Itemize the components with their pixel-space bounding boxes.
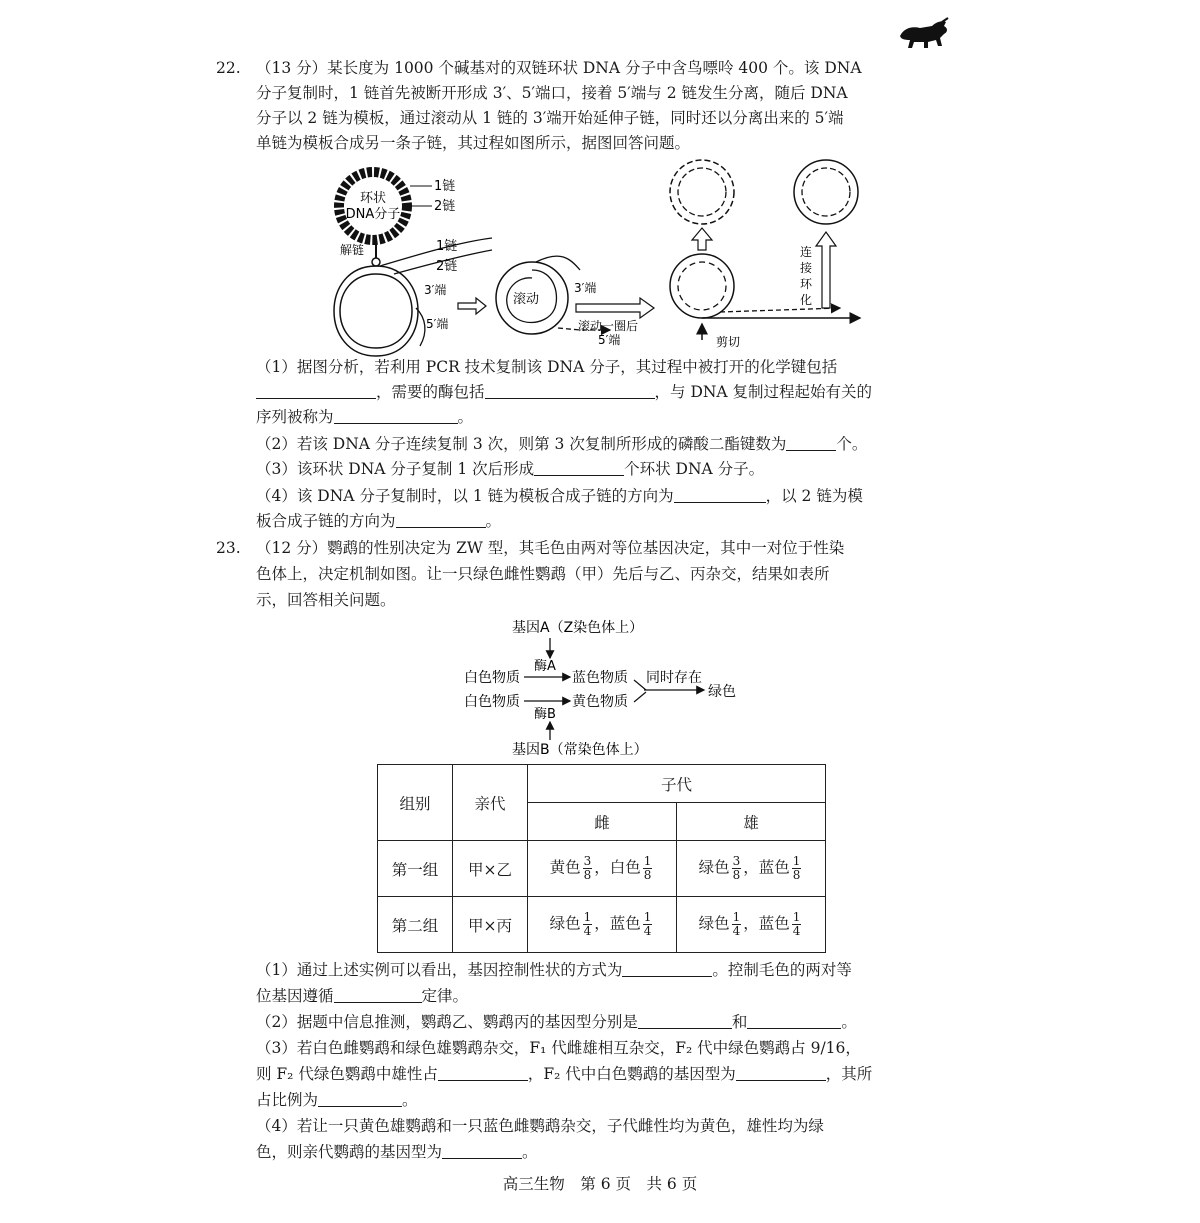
q23-sub1-line-1: （1）通过上述实例可以看出，基因控制性状的方式为 。控制毛色的两对等 bbox=[256, 961, 852, 979]
answer-blank[interactable] bbox=[256, 384, 376, 399]
q22-line-1: 22. （13 分）某长度为 1000 个碱基对的双链环状 DNA 分子中含鸟嘌呤 400 个。该 DNA bbox=[216, 56, 862, 82]
svg-text:基因B（常染色体上）: 基因B（常染色体上） bbox=[512, 742, 648, 758]
q23-sub3-line-1: （3）若白色雌鹦鹉和绿色雄鹦鹉杂交，F₁ 代雌雄相互杂交，F₂ 代中绿色鹦鹉占 9/16， bbox=[256, 1039, 861, 1057]
answer-blank[interactable] bbox=[334, 409, 458, 424]
svg-text:5′端: 5′端 bbox=[426, 317, 449, 331]
male-offspring-cell: 绿色 $\frac{3}{8}$ ，蓝色 $\frac{1}{8}$ bbox=[677, 841, 826, 897]
q23-number: 23. bbox=[216, 539, 241, 557]
answer-blank[interactable] bbox=[534, 461, 624, 476]
svg-text:基因A（Z染色体上）: 基因A（Z染色体上） bbox=[512, 620, 644, 636]
answer-blank[interactable] bbox=[622, 962, 712, 977]
answer-blank[interactable] bbox=[318, 1092, 402, 1107]
color-pathway-diagram bbox=[460, 612, 760, 762]
answer-blank[interactable] bbox=[786, 436, 836, 451]
svg-text:解链: 解链 bbox=[340, 243, 365, 257]
svg-text:环状: 环状 bbox=[359, 191, 387, 206]
table-header-group: 组别 bbox=[378, 765, 453, 841]
q23-sub1-line-2: 位基因遵循 定律。 bbox=[256, 987, 469, 1005]
q22-line-4: 单链为模板合成另一条子链，其过程如图所示，据图回答问题。 bbox=[256, 134, 691, 152]
answer-blank[interactable] bbox=[736, 1066, 826, 1081]
q22-sub4-line-1: （4）该 DNA 分子复制时，以 1 链为模板合成子链的方向为 ，以 2 链为模 bbox=[256, 487, 863, 505]
page-footer: 高三生物 第 6 页 共 6 页 bbox=[502, 1175, 698, 1193]
cut-circle bbox=[670, 254, 860, 349]
q22-sub4-line-2: 板合成子链的方向为 。 bbox=[256, 512, 502, 530]
svg-text:同时存在: 同时存在 bbox=[646, 670, 702, 686]
q23-line-3: 示，回答相关问题。 bbox=[256, 591, 396, 609]
svg-text:DNA分子: DNA分子 bbox=[345, 207, 401, 222]
q23-sub3-line-3: 占比例为 。 bbox=[256, 1091, 418, 1109]
female-offspring-cell: 绿色 $\frac{1}{4}$ ，蓝色 $\frac{1}{4}$ bbox=[528, 897, 677, 953]
svg-text:5′端: 5′端 bbox=[598, 333, 621, 347]
svg-text:环: 环 bbox=[800, 277, 813, 291]
bull-logo-icon bbox=[898, 16, 950, 50]
svg-text:蓝色物质: 蓝色物质 bbox=[572, 670, 628, 686]
circular-dna-molecule bbox=[339, 172, 407, 240]
q22-sub3: （3）该环状 DNA 分子复制 1 次后形成 个环状 DNA 分子。 bbox=[256, 460, 765, 478]
q22-line-2: 分子复制时，1 链首先被断开形成 3′、5′端口，接着 5′端与 2 链发生分离，随后 DNA bbox=[256, 84, 848, 102]
table-header-female: 雌 bbox=[528, 803, 677, 841]
table-row: 第一组 甲×乙 黄色 $\frac{3}{8}$ ，白色 $\frac{1}{8}$ 绿色 $\frac{3}{8}$ ，蓝色 $\frac{1}{8}$ bbox=[378, 841, 826, 897]
q22-sub1-line-2: ，需要的酶包括 ，与 DNA 复制过程起始有关的 bbox=[256, 380, 872, 406]
svg-text:白色物质: 白色物质 bbox=[464, 670, 520, 686]
svg-text:连: 连 bbox=[800, 245, 813, 259]
cross-results-table bbox=[377, 764, 826, 953]
q23-sub2: （2）据题中信息推测，鹦鹉乙、鹦鹉丙的基因型分别是 和 。 bbox=[256, 1013, 857, 1031]
table-row: 第二组 甲×丙 绿色 $\frac{1}{4}$ ，蓝色 $\frac{1}{4}$ 绿色 $\frac{1}{4}$ ，蓝色 $\frac{1}{4}$ bbox=[378, 897, 826, 953]
answer-blank[interactable] bbox=[674, 488, 766, 503]
svg-text:滚动一圈后: 滚动一圈后 bbox=[578, 319, 639, 333]
q23-line-2: 色体上，决定机制如图。让一只绿色雌性鹦鹉（甲）先后与乙、丙杂交，结果如表所 bbox=[256, 565, 830, 583]
answer-blank[interactable] bbox=[747, 1014, 841, 1029]
svg-text:黄色物质: 黄色物质 bbox=[572, 694, 628, 710]
svg-text:酶A: 酶A bbox=[534, 659, 556, 674]
q23-line-1: 23. （12 分）鹦鹉的性别决定为 ZW 型，其毛色由两对等位基因决定，其中一对位于性染 bbox=[216, 536, 844, 562]
answer-blank[interactable] bbox=[438, 1066, 528, 1081]
q22-number: 22. bbox=[216, 59, 241, 77]
q22-sub2: （2）若该 DNA 分子连续复制 3 次，则第 3 次复制所形成的磷酸二酯键数为 个。 bbox=[256, 435, 868, 453]
q22-line-3: 分子以 2 链为模板，通过滚动从 1 链的 3′端开始延伸子链，同时还以分离出来的 5′端 bbox=[256, 109, 844, 127]
q23-sub4-line-1: （4）若让一只黄色雄鹦鹉和一只蓝色雌鹦鹉杂交，子代雌性均为黄色，雄性均为绿 bbox=[256, 1117, 824, 1135]
table-header-male: 雄 bbox=[677, 803, 826, 841]
dna-rolling-circle-figure bbox=[320, 158, 880, 358]
q22-sub1-line-1: （1）据图分析，若利用 PCR 技术复制该 DNA 分子，其过程中被打开的化学键包括 bbox=[256, 358, 838, 376]
answer-blank[interactable] bbox=[442, 1144, 522, 1159]
q22-sub1-line-3: 序列被称为 。 bbox=[256, 408, 474, 426]
svg-text:酶B: 酶B bbox=[534, 707, 556, 722]
svg-text:白色物质: 白色物质 bbox=[464, 694, 520, 710]
table-header-parents: 亲代 bbox=[453, 765, 528, 841]
female-offspring-cell: 黄色 $\frac{3}{8}$ ，白色 $\frac{1}{8}$ bbox=[528, 841, 677, 897]
svg-text:2链: 2链 bbox=[436, 259, 458, 274]
q23-sub4-line-2: 色，则亲代鹦鹉的基因型为 。 bbox=[256, 1143, 538, 1161]
answer-blank[interactable] bbox=[485, 384, 655, 399]
answer-blank[interactable] bbox=[638, 1014, 732, 1029]
svg-text:2链: 2链 bbox=[434, 199, 456, 214]
answer-blank[interactable] bbox=[396, 513, 486, 528]
svg-text:剪切: 剪切 bbox=[716, 335, 741, 349]
q23-sub3-line-2: 则 F₂ 代绿色鹦鹉中雄性占 ，F₂ 代中白色鹦鹉的基因型为 ，其所 bbox=[256, 1065, 873, 1083]
svg-text:接: 接 bbox=[800, 261, 813, 275]
svg-text:化: 化 bbox=[800, 293, 813, 307]
male-offspring-cell: 绿色 $\frac{1}{4}$ ，蓝色 $\frac{1}{4}$ bbox=[677, 897, 826, 953]
svg-text:1链: 1链 bbox=[434, 179, 456, 194]
svg-text:3′端: 3′端 bbox=[574, 281, 597, 295]
table-header-offspring: 子代 bbox=[528, 765, 826, 803]
svg-text:3′端: 3′端 bbox=[424, 283, 447, 297]
svg-text:滚动: 滚动 bbox=[513, 292, 540, 307]
svg-text:绿色: 绿色 bbox=[708, 684, 736, 700]
answer-blank[interactable] bbox=[334, 988, 422, 1003]
svg-text:1链: 1链 bbox=[436, 239, 458, 254]
